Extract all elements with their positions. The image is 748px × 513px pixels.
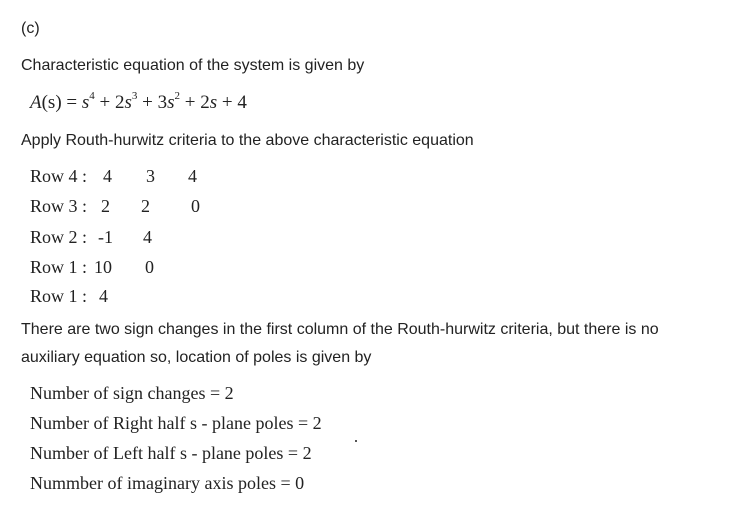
eq-term3-exp: 2 bbox=[174, 90, 181, 102]
routh-row-label: Row 4 : bbox=[30, 166, 88, 186]
eq-term3-var: s bbox=[167, 92, 175, 113]
routh-cell: 4 bbox=[99, 286, 108, 306]
eq-term4-coef: + 2 bbox=[180, 92, 210, 113]
routh-row-label: Row 1 : bbox=[30, 257, 88, 277]
characteristic-equation bbox=[30, 90, 247, 114]
routh-cell: 4 bbox=[188, 166, 197, 186]
stray-dot bbox=[355, 440, 357, 442]
routh-row-label: Row 1 : bbox=[30, 286, 88, 306]
routh-cell: 0 bbox=[145, 257, 154, 277]
explanation-line-2: auxiliary equation so, location of poles is given by bbox=[21, 349, 372, 366]
result-sign-changes: Number of sign changes = 2 bbox=[30, 383, 234, 403]
eq-term2-var: s bbox=[124, 92, 132, 113]
eq-term1-exp: 4 bbox=[89, 90, 95, 102]
routh-cell: 2 bbox=[141, 196, 150, 216]
eq-equals: = bbox=[61, 92, 82, 113]
routh-cell: -1 bbox=[98, 227, 113, 247]
intro-text: Characteristic equation of the system is given by bbox=[21, 57, 365, 74]
eq-term5: + 4 bbox=[217, 92, 247, 113]
eq-term2-exp: 3 bbox=[131, 90, 138, 102]
apply-text: Apply Routh-hurwitz criteria to the above characteristic equation bbox=[21, 132, 474, 149]
explanation-line-1: There are two sign changes in the first column of the Routh-hurwitz criteria, but there is no bbox=[21, 321, 659, 338]
routh-row-label: Row 2 : bbox=[30, 227, 88, 247]
routh-row-label: Row 3 : bbox=[30, 196, 88, 216]
result-left-half-poles: Number of Left half s - plane poles = 2 bbox=[30, 443, 312, 463]
eq-term3-coef: + 3 bbox=[137, 92, 168, 113]
result-imaginary-axis-poles: Nummber of imaginary axis poles = 0 bbox=[30, 473, 305, 493]
result-right-half-poles: Number of Right half s - plane poles = 2 bbox=[30, 413, 322, 433]
part-label: (c) bbox=[21, 20, 40, 37]
routh-cell: 4 bbox=[103, 166, 112, 186]
eq-term1-var: s bbox=[81, 92, 90, 113]
eq-lhs-arg: (s) bbox=[41, 92, 62, 113]
routh-cell: 0 bbox=[191, 196, 200, 216]
routh-cell: 3 bbox=[146, 166, 155, 186]
routh-cell: 10 bbox=[94, 257, 112, 277]
eq-term2-coef: + 2 bbox=[94, 92, 125, 113]
eq-lhs-func: A bbox=[30, 92, 42, 113]
routh-cell: 4 bbox=[143, 227, 152, 247]
routh-cell: 2 bbox=[101, 196, 110, 216]
eq-term4-var: s bbox=[209, 92, 218, 113]
